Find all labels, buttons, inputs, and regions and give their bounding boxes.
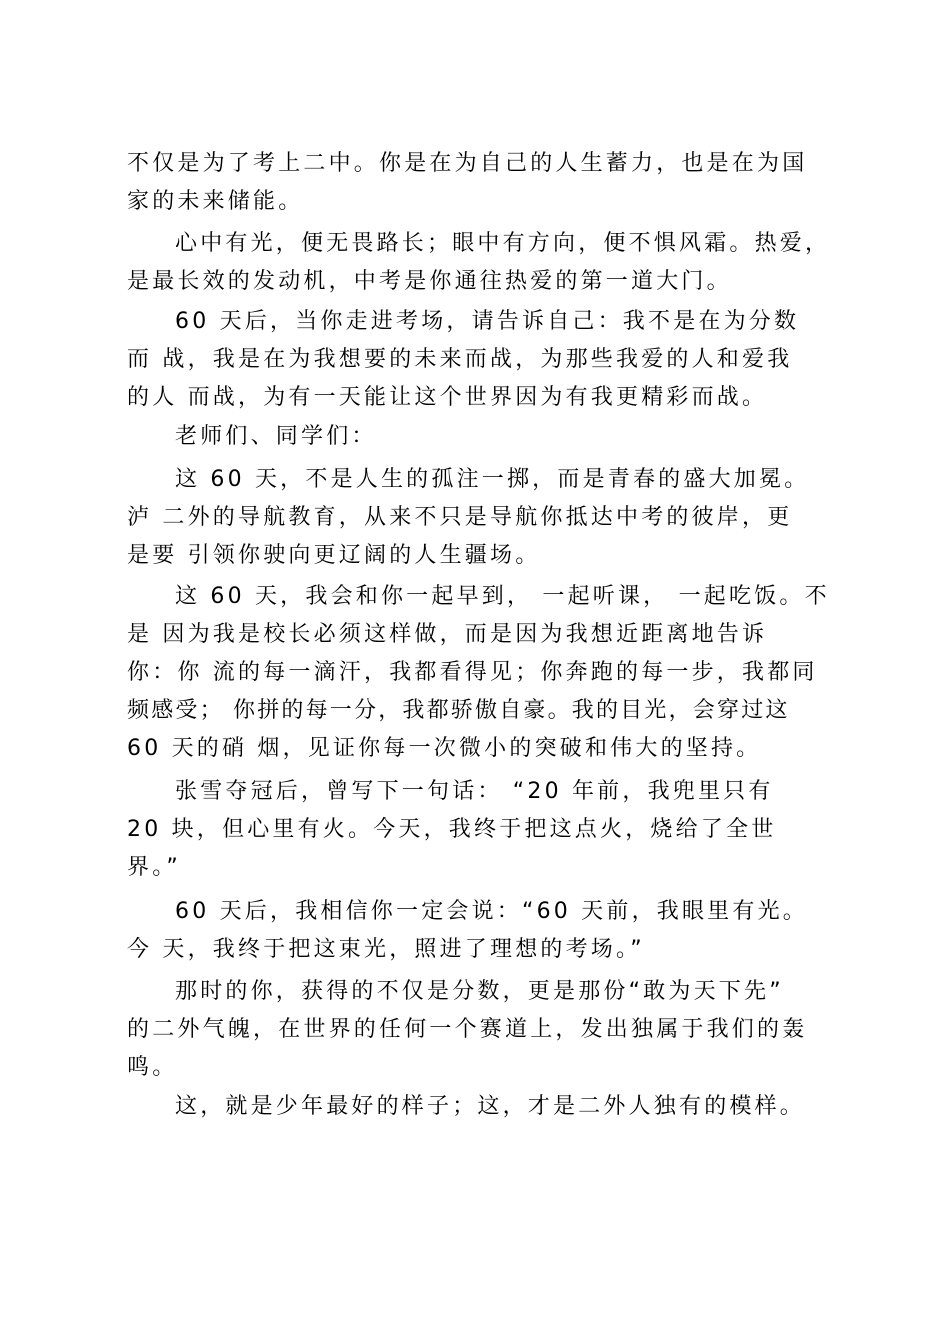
text-line: 鸣。 (127, 1055, 178, 1080)
text-line: 你：你 流的每一滴汗，我都看得见；你奔跑的每一步，我都同 (127, 660, 818, 685)
text-line: 的二外气魄，在世界的任何一个赛道上，发出独属于我们的轰 (127, 1017, 808, 1042)
paragraph-6 (127, 578, 830, 768)
paragraph-4 (127, 418, 827, 456)
text-line: 而 战，我是在为我想要的未来而战，为那些我爱的人和爱我 (127, 347, 793, 372)
text-line: 的人 而战，为有一天能让这个世界因为有我更精彩而战。 (127, 385, 768, 410)
text-line: 频感受； 你拼的每一分，我都骄傲自豪。我的目光，会穿过这 (127, 698, 790, 723)
text-line: 张雪夺冠后，曾写下一句话： “20 年前，我兜里只有 (175, 779, 774, 804)
paragraph-9 (127, 973, 827, 1087)
paragraph-5 (127, 461, 827, 575)
text-line: 60 天的硝 烟，见证你每一次微小的突破和伟大的坚持。 (127, 736, 762, 761)
text-line: 不仅是为了考上二中。你是在为自己的人生蓄力，也是在为国 (127, 151, 808, 176)
paragraph-10 (127, 1088, 827, 1126)
paragraph-2 (127, 225, 831, 301)
text-line: 60 天后，当你走进考场，请告诉自己：我不是在为分数 (175, 309, 800, 334)
text-line: 心中有光，便无畏路长；眼中有方向，便不惧风霜。热爱， (175, 231, 831, 256)
text-line: 那时的你，获得的不仅是分数，更是那份“敢为天下先” (175, 979, 784, 1004)
text-line: 是 因为我是校长必须这样做，而是因为我想近距离地告诉 (127, 622, 768, 647)
text-line: 是要 引领你驶向更辽阔的人生疆场。 (127, 543, 541, 568)
text-line: 老师们、同学们： (175, 424, 377, 449)
paragraph-8 (127, 893, 827, 969)
text-line: 60 天后，我相信你一定会说：“60 天前，我眼里有光。 (175, 899, 808, 924)
text-line: 这 60 天，我会和你一起早到， 一起听课， 一起吃饭。不 (175, 584, 830, 609)
text-line: 是最长效的发动机，中考是你通往热爱的第一道大门。 (127, 269, 732, 294)
text-line: 泸 二外的导航教育，从来不只是导航你抵达中考的彼岸，更 (127, 505, 793, 530)
text-line: 这 60 天，不是人生的孤注一掷，而是青春的盛大加冕。 (175, 467, 810, 492)
paragraph-3 (127, 303, 827, 417)
paragraph-7 (127, 773, 827, 887)
text-line: 这，就是少年最好的样子；这，才是二外人独有的模样。 (175, 1094, 806, 1119)
paragraph-1 (127, 145, 827, 221)
text-line: 今 天，我终于把这束光，照进了理想的考场。” (127, 937, 645, 962)
text-line: 20 块，但心里有火。今天，我终于把这点火，烧给了全世 (127, 817, 777, 842)
text-line: 家的未来储能。 (127, 189, 304, 214)
text-line: 界。” (127, 855, 181, 880)
